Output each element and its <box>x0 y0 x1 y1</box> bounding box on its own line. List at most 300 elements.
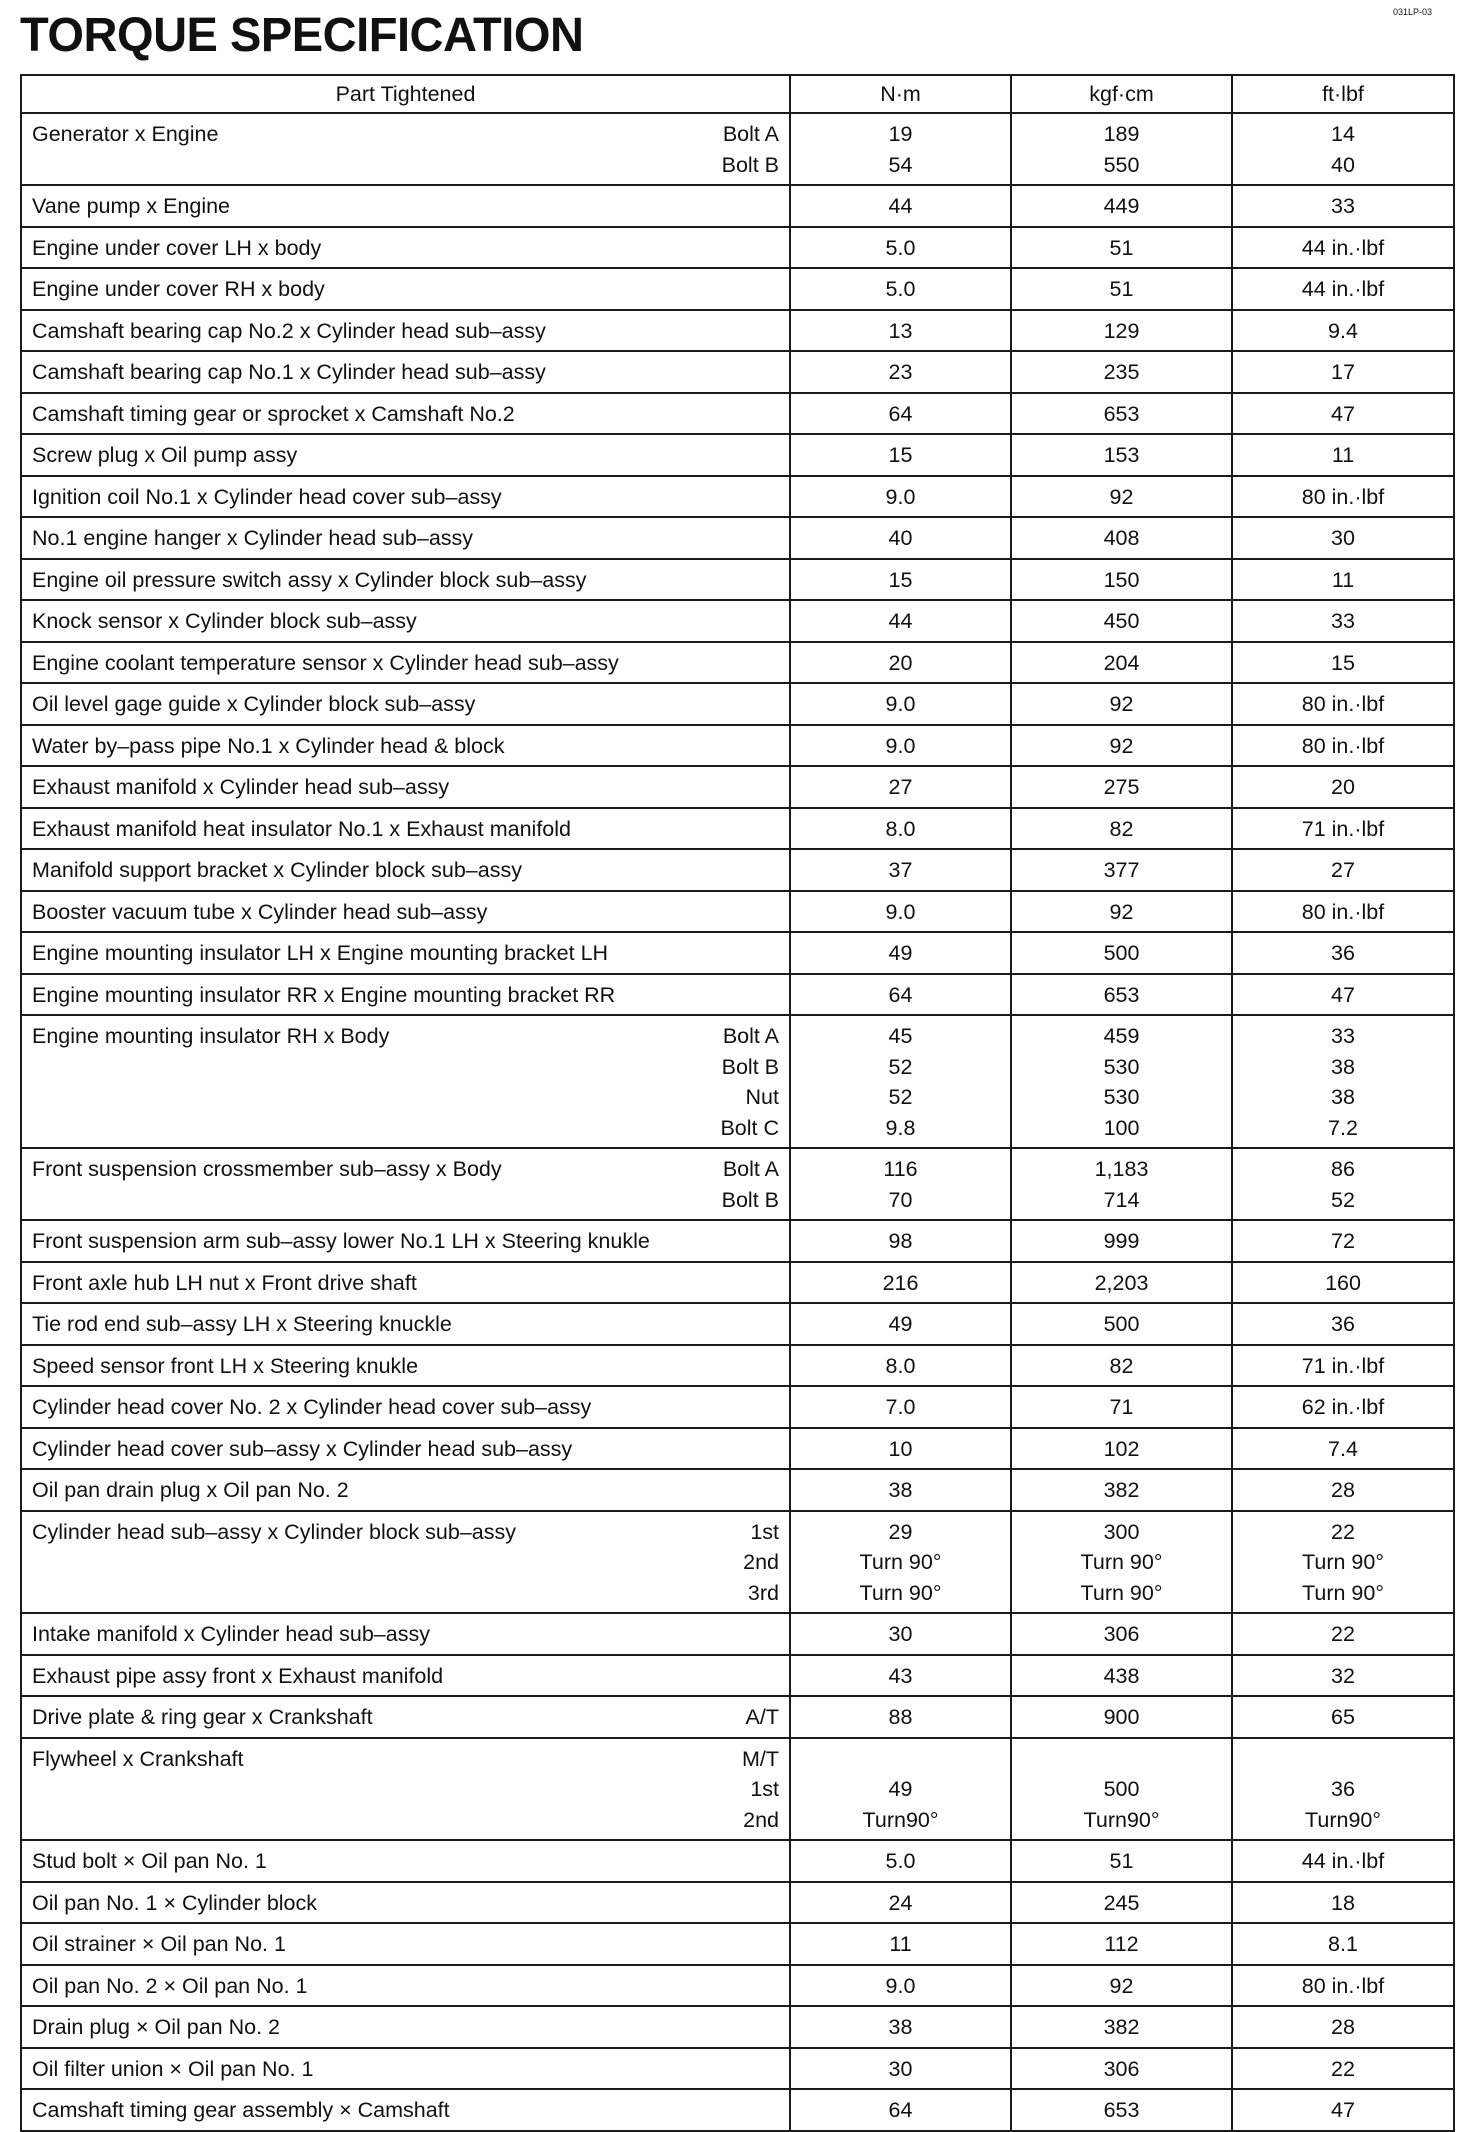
value-kgfcm: 71 <box>1109 1395 1134 1419</box>
fastener-label: A/T <box>745 1705 779 1729</box>
table-row <box>21 932 1454 974</box>
table-row <box>21 393 1454 435</box>
fastener-label: Bolt C <box>720 1115 779 1140</box>
table-row <box>21 808 1454 850</box>
value-nm: 88 <box>888 1705 913 1729</box>
value-nm-cell <box>790 808 1011 850</box>
value-kgfcm: 653 <box>1103 2098 1140 2122</box>
value-nm: 37 <box>888 858 913 882</box>
table-row <box>21 2048 1454 2090</box>
value-ftlbf-cell <box>1232 642 1454 684</box>
value-nm-cell <box>790 1511 1011 1614</box>
part-cell <box>21 517 790 559</box>
value-kgfcm-cell <box>1011 1882 1232 1924</box>
part-cell <box>21 1696 790 1738</box>
value-ftlbf-cell <box>1232 517 1454 559</box>
part-name: Engine mounting insulator RH x Body <box>32 1024 390 1048</box>
value-kgfcm: 530 <box>1103 1054 1140 1079</box>
value-ftlbf: 28 <box>1331 2015 1355 2039</box>
part-cell <box>21 1220 790 1262</box>
value-nm-cell <box>790 974 1011 1016</box>
table-row <box>21 974 1454 1016</box>
value-nm-cell <box>790 766 1011 808</box>
table-row <box>21 1345 1454 1387</box>
value-kgfcm: 714 <box>1103 1187 1140 1212</box>
value-kgfcm: 112 <box>1104 1932 1139 1956</box>
part-name: Stud bolt × Oil pan No. 1 <box>32 1849 267 1873</box>
part-name: Front axle hub LH nut x Front drive shaft <box>32 1270 417 1295</box>
value-kgfcm-cell <box>1011 1696 1232 1738</box>
value-kgfcm <box>1012 1744 1231 1775</box>
table-row <box>21 185 1454 227</box>
value-kgfcm: 306 <box>1103 1622 1140 1646</box>
value-kgfcm-cell <box>1011 1655 1232 1697</box>
value-nm: 15 <box>888 567 913 592</box>
fastener-label: 1st <box>750 1777 779 1801</box>
value-kgfcm-cell <box>1011 1015 1232 1148</box>
table-row <box>21 1882 1454 1924</box>
part-name: Manifold support bracket x Cylinder block sub–assy <box>32 858 522 882</box>
value-ftlbf-cell <box>1232 476 1454 518</box>
value-kgfcm: 51 <box>1109 1849 1134 1873</box>
value-ftlbf-cell <box>1232 2048 1454 2090</box>
value-nm: 54 <box>888 152 913 177</box>
value-ftlbf: 22 <box>1331 2056 1355 2081</box>
fastener-label: Bolt B <box>721 152 779 177</box>
value-kgfcm: 459 <box>1103 1024 1140 1048</box>
value-ftlbf: 33 <box>1331 194 1355 218</box>
value-ftlbf: 80 in.·lbf <box>1301 692 1385 716</box>
part-cell <box>21 1882 790 1924</box>
value-nm-cell <box>790 1428 1011 1470</box>
part-name: Booster vacuum tube x Cylinder head sub–assy <box>32 899 488 924</box>
value-ftlbf-cell <box>1232 1696 1454 1738</box>
value-kgfcm: 377 <box>1103 858 1140 882</box>
value-nm: 9.8 <box>885 1115 916 1140</box>
value-nm-cell <box>790 393 1011 435</box>
value-ftlbf: 72 <box>1331 1229 1355 1253</box>
part-name: Camshaft timing gear assembly × Camshaft <box>32 2098 450 2122</box>
value-ftlbf: Turn 90° <box>1302 1550 1384 1574</box>
value-kgfcm: 653 <box>1103 982 1140 1007</box>
value-nm-cell <box>790 113 1011 185</box>
value-kgfcm-cell <box>1011 268 1232 310</box>
value-ftlbf: 7.4 <box>1328 1436 1358 1461</box>
value-kgfcm-cell <box>1011 808 1232 850</box>
table-row <box>21 1303 1454 1345</box>
value-ftlbf-cell <box>1232 808 1454 850</box>
part-name: Intake manifold x Cylinder head sub–assy <box>32 1622 430 1646</box>
part-cell <box>21 1386 790 1428</box>
fastener-label: Bolt B <box>721 1187 779 1212</box>
document-code: 031LP-03 <box>1392 7 1432 17</box>
value-kgfcm: 408 <box>1103 526 1140 550</box>
table-row <box>21 600 1454 642</box>
table-row <box>21 559 1454 601</box>
value-ftlbf: 22 <box>1331 1622 1355 1646</box>
value-kgfcm-cell <box>1011 1511 1232 1614</box>
value-ftlbf: 80 in.·lbf <box>1301 1973 1385 1998</box>
value-kgfcm: 100 <box>1103 1115 1140 1140</box>
value-nm: 11 <box>889 1932 912 1956</box>
value-ftlbf-cell <box>1232 1511 1454 1614</box>
value-nm-cell <box>790 351 1011 393</box>
value-kgfcm: 150 <box>1103 567 1140 592</box>
value-kgfcm: 92 <box>1109 692 1134 716</box>
value-kgfcm: 999 <box>1103 1229 1140 1253</box>
fastener-label: Bolt A <box>722 122 779 146</box>
value-ftlbf: 14 <box>1331 122 1355 146</box>
value-kgfcm-cell <box>1011 766 1232 808</box>
fastener-label: Bolt A <box>722 1157 779 1181</box>
value-kgfcm: 245 <box>1103 1890 1140 1915</box>
value-ftlbf: 18 <box>1331 1890 1355 1915</box>
table-row <box>21 1220 1454 1262</box>
value-nm: 30 <box>888 2056 913 2081</box>
value-kgfcm-cell <box>1011 932 1232 974</box>
value-ftlbf: 80 in.·lbf <box>1301 484 1385 509</box>
value-kgfcm: 92 <box>1109 1973 1134 1998</box>
value-nm-cell <box>790 600 1011 642</box>
value-ftlbf-cell <box>1232 2089 1454 2131</box>
value-ftlbf: 9.4 <box>1328 318 1358 343</box>
value-ftlbf-cell <box>1232 268 1454 310</box>
value-ftlbf: 44 in.·lbf <box>1301 235 1385 260</box>
value-nm: 8.0 <box>885 816 916 841</box>
value-ftlbf-cell <box>1232 1345 1454 1387</box>
table-row <box>21 766 1454 808</box>
torque-table <box>20 74 1455 2132</box>
part-cell <box>21 1613 790 1655</box>
value-nm: 20 <box>888 650 913 675</box>
value-ftlbf: 11 <box>1331 567 1355 592</box>
value-kgfcm-cell <box>1011 1148 1232 1220</box>
table-row <box>21 891 1454 933</box>
table-row <box>21 2006 1454 2048</box>
part-cell <box>21 1428 790 1470</box>
value-ftlbf: Turn 90° <box>1302 1580 1384 1605</box>
value-kgfcm: 449 <box>1103 194 1140 218</box>
value-nm-cell <box>790 185 1011 227</box>
part-name: Screw plug x Oil pump assy <box>32 443 298 467</box>
part-name: Cylinder head cover sub–assy x Cylinder head sub–assy <box>32 1436 573 1461</box>
value-ftlbf: 20 <box>1331 775 1355 799</box>
value-kgfcm: 500 <box>1103 1777 1140 1801</box>
value-ftlbf: 36 <box>1331 941 1355 965</box>
value-nm-cell <box>790 1220 1011 1262</box>
part-name: Drive plate & ring gear x Crankshaft <box>32 1705 373 1729</box>
value-nm: 9.0 <box>885 692 916 716</box>
header-ftlbf: ft·lbf <box>1232 75 1454 113</box>
value-kgfcm: 306 <box>1103 2056 1140 2081</box>
fastener-label: Bolt A <box>722 1024 779 1048</box>
value-ftlbf-cell <box>1232 393 1454 435</box>
value-nm: 27 <box>888 775 913 799</box>
value-ftlbf-cell <box>1232 1882 1454 1924</box>
value-ftlbf: 11 <box>1331 443 1355 467</box>
part-name: Oil pan No. 1 × Cylinder block <box>32 1890 318 1915</box>
value-ftlbf-cell <box>1232 849 1454 891</box>
table-row <box>21 1696 1454 1738</box>
fastener-label: Nut <box>745 1085 779 1109</box>
value-nm: 49 <box>888 1312 913 1336</box>
value-nm: 9.0 <box>885 733 916 758</box>
value-ftlbf-cell <box>1232 434 1454 476</box>
value-ftlbf-cell <box>1232 1655 1454 1697</box>
value-ftlbf: 52 <box>1331 1187 1355 1212</box>
table-row <box>21 113 1454 185</box>
part-cell <box>21 2089 790 2131</box>
value-ftlbf: 7.2 <box>1328 1115 1358 1140</box>
table-row <box>21 476 1454 518</box>
value-nm: Turn 90° <box>859 1580 942 1605</box>
value-ftlbf: 33 <box>1331 609 1355 633</box>
fastener-label: 1st <box>750 1519 779 1544</box>
value-ftlbf: 65 <box>1331 1705 1355 1729</box>
value-kgfcm: 438 <box>1103 1663 1140 1688</box>
part-cell <box>21 268 790 310</box>
table-row <box>21 1840 1454 1882</box>
value-ftlbf: 44 in.·lbf <box>1301 277 1385 301</box>
value-ftlbf: 44 in.·lbf <box>1301 1849 1385 1873</box>
value-kgfcm-cell <box>1011 1923 1232 1965</box>
value-ftlbf-cell <box>1232 351 1454 393</box>
value-kgfcm: 382 <box>1103 2015 1140 2039</box>
part-name: Front suspension arm sub–assy lower No.1 LH x Steering knukle <box>32 1229 650 1253</box>
fastener-label: 2nd <box>743 1807 779 1832</box>
value-kgfcm: 235 <box>1103 360 1140 384</box>
value-ftlbf: 62 in.·lbf <box>1301 1395 1385 1419</box>
value-kgfcm-cell <box>1011 1840 1232 1882</box>
value-ftlbf: 38 <box>1331 1085 1355 1109</box>
part-name: Speed sensor front LH x Steering knukle <box>32 1353 419 1378</box>
value-kgfcm: 900 <box>1103 1705 1140 1729</box>
value-nm: 38 <box>888 2015 913 2039</box>
value-kgfcm: 275 <box>1103 775 1140 799</box>
part-name: Cylinder head sub–assy x Cylinder block sub–assy <box>32 1519 516 1544</box>
value-ftlbf: 40 <box>1331 152 1355 177</box>
value-ftlbf: 47 <box>1331 982 1355 1007</box>
value-ftlbf: 17 <box>1331 360 1355 384</box>
part-name: Camshaft timing gear or sprocket x Camshaft No.2 <box>32 401 515 426</box>
value-ftlbf-cell <box>1232 1840 1454 1882</box>
value-ftlbf-cell <box>1232 766 1454 808</box>
value-kgfcm: Turn 90° <box>1080 1580 1163 1605</box>
table-row <box>21 1923 1454 1965</box>
part-name: Cylinder head cover No. 2 x Cylinder head cover sub–assy <box>32 1395 592 1419</box>
value-nm-cell <box>790 1303 1011 1345</box>
value-ftlbf: 38 <box>1331 1054 1355 1079</box>
value-ftlbf <box>1233 1744 1453 1775</box>
value-kgfcm-cell <box>1011 1613 1232 1655</box>
part-cell <box>21 1738 790 1841</box>
value-nm: 15 <box>888 443 913 467</box>
value-kgfcm-cell <box>1011 1386 1232 1428</box>
value-ftlbf-cell <box>1232 932 1454 974</box>
value-kgfcm: Turn 90° <box>1080 1550 1163 1574</box>
value-ftlbf: 28 <box>1331 1478 1355 1502</box>
part-cell <box>21 891 790 933</box>
value-ftlbf: 27 <box>1331 858 1355 882</box>
value-kgfcm-cell <box>1011 351 1232 393</box>
value-nm: 52 <box>888 1054 913 1079</box>
part-cell <box>21 1655 790 1697</box>
value-ftlbf-cell <box>1232 1303 1454 1345</box>
table-row <box>21 1262 1454 1304</box>
part-name: Engine coolant temperature sensor x Cylinder head sub–assy <box>32 650 619 675</box>
part-cell <box>21 113 790 185</box>
value-nm-cell <box>790 310 1011 352</box>
part-cell <box>21 1148 790 1220</box>
value-nm-cell <box>790 1386 1011 1428</box>
part-cell <box>21 310 790 352</box>
value-nm: 40 <box>888 526 913 550</box>
fastener-label: 3rd <box>747 1580 779 1605</box>
value-nm: 49 <box>888 941 913 965</box>
table-row <box>21 725 1454 767</box>
value-nm: Turn90° <box>862 1807 939 1832</box>
value-kgfcm-cell <box>1011 393 1232 435</box>
value-kgfcm-cell <box>1011 2048 1232 2090</box>
value-ftlbf-cell <box>1232 683 1454 725</box>
value-nm: 5.0 <box>885 1849 916 1873</box>
value-kgfcm-cell <box>1011 725 1232 767</box>
part-name: Camshaft bearing cap No.2 x Cylinder head sub–assy <box>32 318 546 343</box>
value-nm-cell <box>790 1696 1011 1738</box>
value-kgfcm: 500 <box>1103 1312 1140 1336</box>
value-nm: 30 <box>888 1622 913 1646</box>
value-kgfcm-cell <box>1011 1262 1232 1304</box>
value-ftlbf-cell <box>1232 891 1454 933</box>
value-kgfcm-cell <box>1011 1738 1232 1841</box>
part-cell <box>21 725 790 767</box>
part-name: Ignition coil No.1 x Cylinder head cover sub–assy <box>32 484 502 509</box>
value-kgfcm-cell <box>1011 434 1232 476</box>
part-name: Vane pump x Engine <box>32 194 231 218</box>
value-nm: 64 <box>888 401 913 426</box>
value-nm: 13 <box>888 318 913 343</box>
value-nm: 19 <box>888 122 913 146</box>
value-ftlbf: 32 <box>1331 1663 1355 1688</box>
table-row <box>21 1965 1454 2007</box>
value-ftlbf: 86 <box>1331 1157 1355 1181</box>
part-name: Tie rod end sub–assy LH x Steering knuckle <box>32 1312 452 1336</box>
value-ftlbf: 80 in.·lbf <box>1301 899 1385 924</box>
value-nm-cell <box>790 1613 1011 1655</box>
value-kgfcm: Turn90° <box>1083 1807 1160 1832</box>
value-ftlbf-cell <box>1232 1965 1454 2007</box>
value-nm: 8.0 <box>885 1353 916 1378</box>
table-row <box>21 268 1454 310</box>
table-row <box>21 1428 1454 1470</box>
value-ftlbf: 71 in.·lbf <box>1301 1353 1385 1378</box>
value-nm: 45 <box>888 1024 913 1048</box>
value-nm-cell <box>790 849 1011 891</box>
part-cell <box>21 2048 790 2090</box>
value-nm: 23 <box>888 360 913 384</box>
value-kgfcm-cell <box>1011 1965 1232 2007</box>
value-ftlbf-cell <box>1232 1923 1454 1965</box>
value-kgfcm-cell <box>1011 2089 1232 2131</box>
value-nm: 98 <box>888 1229 913 1253</box>
value-kgfcm: 92 <box>1109 899 1134 924</box>
part-cell <box>21 1965 790 2007</box>
value-kgfcm: 129 <box>1103 318 1140 343</box>
part-cell <box>21 1262 790 1304</box>
value-kgfcm-cell <box>1011 891 1232 933</box>
value-nm-cell <box>790 1840 1011 1882</box>
value-nm-cell <box>790 1148 1011 1220</box>
value-kgfcm-cell <box>1011 974 1232 1016</box>
part-cell <box>21 683 790 725</box>
value-kgfcm-cell <box>1011 1303 1232 1345</box>
part-cell <box>21 1303 790 1345</box>
part-name: Oil level gage guide x Cylinder block sub–assy <box>32 692 476 716</box>
part-name: Engine mounting insulator LH x Engine mounting bracket LH <box>32 941 609 965</box>
part-name: Engine under cover LH x body <box>32 235 322 260</box>
value-nm: 5.0 <box>885 235 916 260</box>
value-ftlbf: Turn90° <box>1305 1807 1381 1832</box>
value-ftlbf: 30 <box>1331 526 1355 550</box>
table-row <box>21 1738 1454 1841</box>
value-nm: 70 <box>888 1187 913 1212</box>
value-nm-cell <box>790 2089 1011 2131</box>
table-row <box>21 849 1454 891</box>
part-cell <box>21 808 790 850</box>
value-nm: 24 <box>888 1890 913 1915</box>
value-kgfcm: 300 <box>1103 1519 1140 1544</box>
value-kgfcm: 82 <box>1109 816 1134 841</box>
value-kgfcm: 204 <box>1103 650 1140 675</box>
value-kgfcm-cell <box>1011 559 1232 601</box>
value-nm: 49 <box>888 1777 913 1801</box>
value-kgfcm: 530 <box>1103 1085 1140 1109</box>
value-kgfcm: 550 <box>1103 152 1140 177</box>
part-cell <box>21 600 790 642</box>
part-name: Exhaust manifold x Cylinder head sub–assy <box>32 775 450 799</box>
value-kgfcm: 653 <box>1103 401 1140 426</box>
value-nm: 29 <box>888 1519 913 1544</box>
value-ftlbf: 8.1 <box>1328 1932 1358 1956</box>
table-row <box>21 227 1454 269</box>
part-cell <box>21 227 790 269</box>
value-kgfcm: 2,203 <box>1094 1270 1149 1295</box>
value-nm: 5.0 <box>885 277 916 301</box>
fastener-label: 2nd <box>743 1550 779 1574</box>
value-ftlbf-cell <box>1232 559 1454 601</box>
part-cell <box>21 559 790 601</box>
header-row <box>21 75 1454 113</box>
value-ftlbf-cell <box>1232 1386 1454 1428</box>
value-nm: 9.0 <box>885 1973 916 1998</box>
table-row <box>21 1386 1454 1428</box>
value-nm: 10 <box>888 1436 913 1461</box>
table-row <box>21 642 1454 684</box>
part-name: Exhaust pipe assy front x Exhaust manifold <box>32 1663 444 1688</box>
part-name: Engine oil pressure switch assy x Cylinder block sub–assy <box>32 567 587 592</box>
part-cell <box>21 393 790 435</box>
value-ftlbf: 160 <box>1325 1270 1361 1295</box>
value-kgfcm-cell <box>1011 1220 1232 1262</box>
table-row <box>21 310 1454 352</box>
value-ftlbf: 36 <box>1331 1777 1355 1801</box>
value-nm-cell <box>790 1345 1011 1387</box>
value-ftlbf: 80 in.·lbf <box>1301 733 1385 758</box>
value-nm-cell <box>790 891 1011 933</box>
value-nm: 9.0 <box>885 899 916 924</box>
value-ftlbf: 47 <box>1331 2098 1355 2122</box>
value-kgfcm-cell <box>1011 310 1232 352</box>
